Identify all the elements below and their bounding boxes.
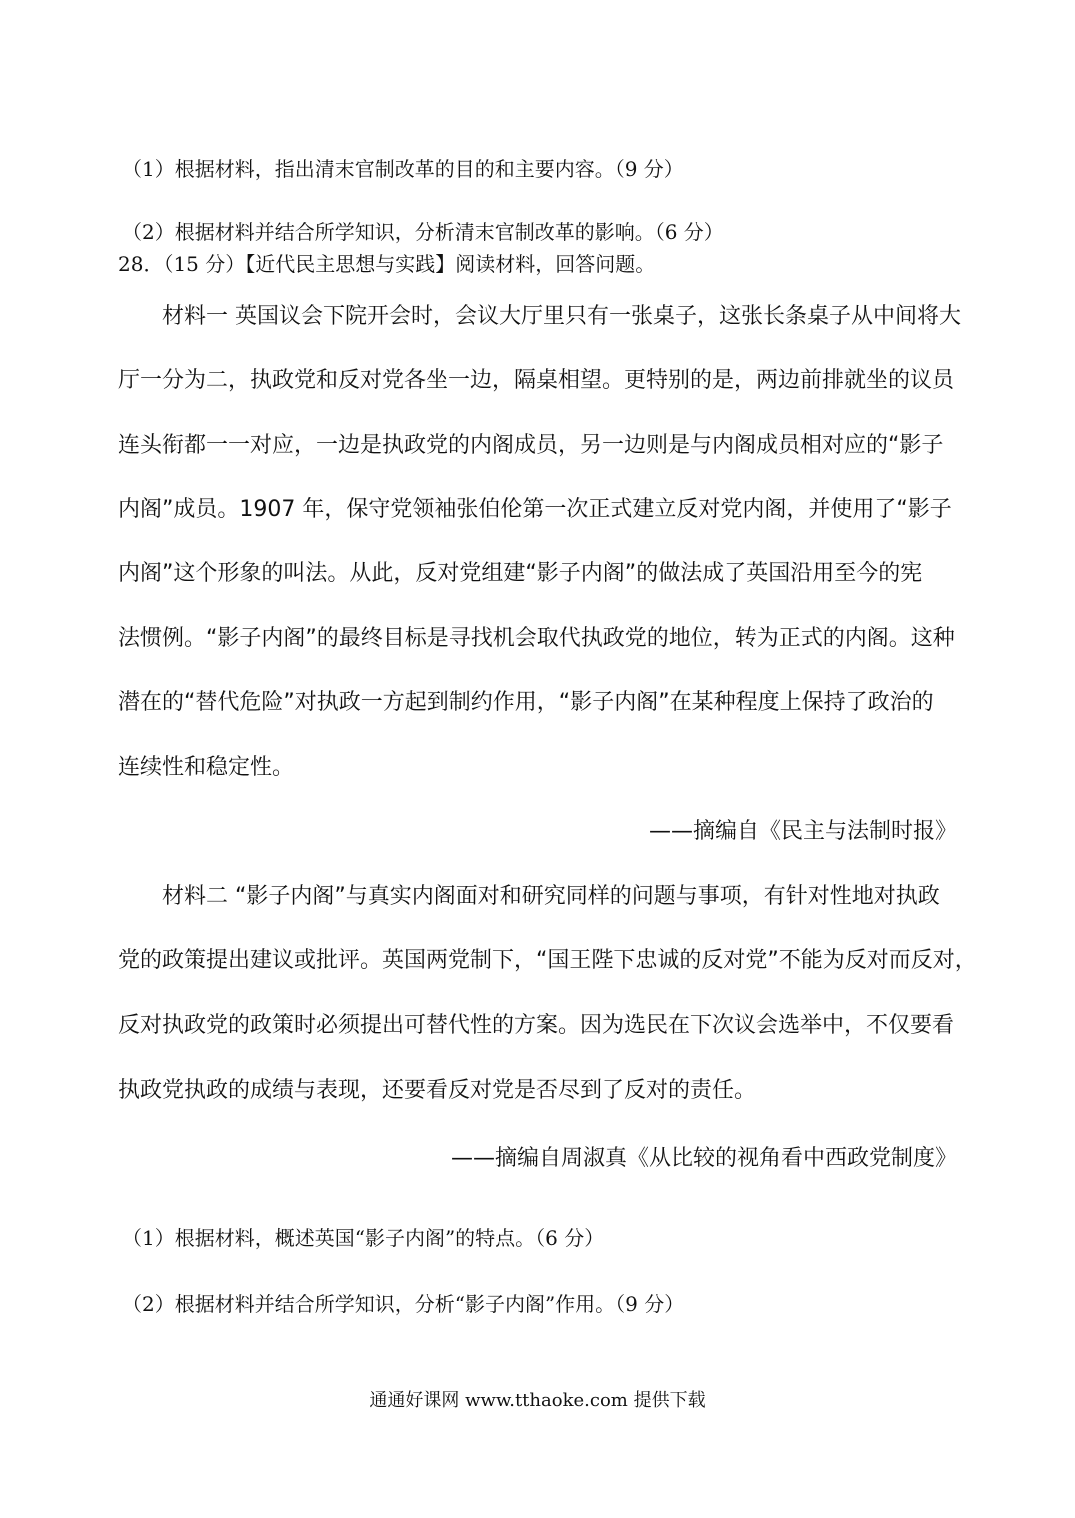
material-1-line: 内阁”成员。1907 年，保守党领袖张伯伦第一次正式建立反对党内阁，并使用了“影子 <box>118 497 952 522</box>
material-1-line: 连续性和稳定性。 <box>118 755 295 780</box>
material-1-line: 潜在的“替代危险”对执政一方起到制约作用，“影子内阁”在某种程度上保持了政治的 <box>118 690 934 715</box>
material-1-source: ——摘编自《民主与法制时报》 <box>648 819 957 844</box>
material-2-line: 材料二 “影子内阁”与真实内阁面对和研究同样的问题与事项，有针对性地对执政 <box>162 884 940 909</box>
prev-question-1: （1）根据材料，指出清末官制改革的目的和主要内容。（9 分） <box>122 157 684 181</box>
material-2-line: 党的政策提出建议或批评。英国两党制下，“国王陛下忠诚的反对党”不能为反对而反对， <box>118 948 977 973</box>
material-2-line: 执政党执政的成绩与表现，还要看反对党是否尽到了反对的责任。 <box>118 1078 757 1103</box>
question-28-part-1: （1）根据材料，概述英国“影子内阁”的特点。（6 分） <box>122 1226 605 1250</box>
question-28-part-2: （2）根据材料并结合所学知识，分析“影子内阁”作用。（9 分） <box>122 1292 685 1316</box>
material-2-source: ——摘编自周淑真《从比较的视角看中西政党制度》 <box>450 1146 957 1171</box>
material-1-line: 厅一分为二，执政党和反对党各坐一边，隔桌相望。更特别的是，两边前排就坐的议员 <box>118 368 955 393</box>
material-1-line: 连头衔都一一对应，一边是执政党的内阁成员，另一边则是与内阁成员相对应的“影子 <box>118 433 944 458</box>
material-2-line: 反对执政党的政策时必须提出可替代性的方案。因为选民在下次议会选举中，不仅要看 <box>118 1013 955 1038</box>
question-28-header: 28．（15 分）【近代民主思想与实践】阅读材料，回答问题。 <box>118 252 656 276</box>
material-1-line: 内阁”这个形象的叫法。从此，反对党组建“影子内阁”的做法成了英国沿用至今的宪 <box>118 561 923 586</box>
prev-question-2: （2）根据材料并结合所学知识，分析清末官制改革的影响。（6 分） <box>122 220 724 244</box>
footer-credit: 通通好课网 www.tthaoke.com 提供下载 <box>369 1390 706 1411</box>
material-1-line: 法惯例。“影子内阁”的最终目标是寻找机会取代执政党的地位，转为正式的内阁。这种 <box>118 626 955 651</box>
material-1-line: 材料一 英国议会下院开会时，会议大厅里只有一张桌子，这张长条桌子从中间将大 <box>162 304 961 329</box>
